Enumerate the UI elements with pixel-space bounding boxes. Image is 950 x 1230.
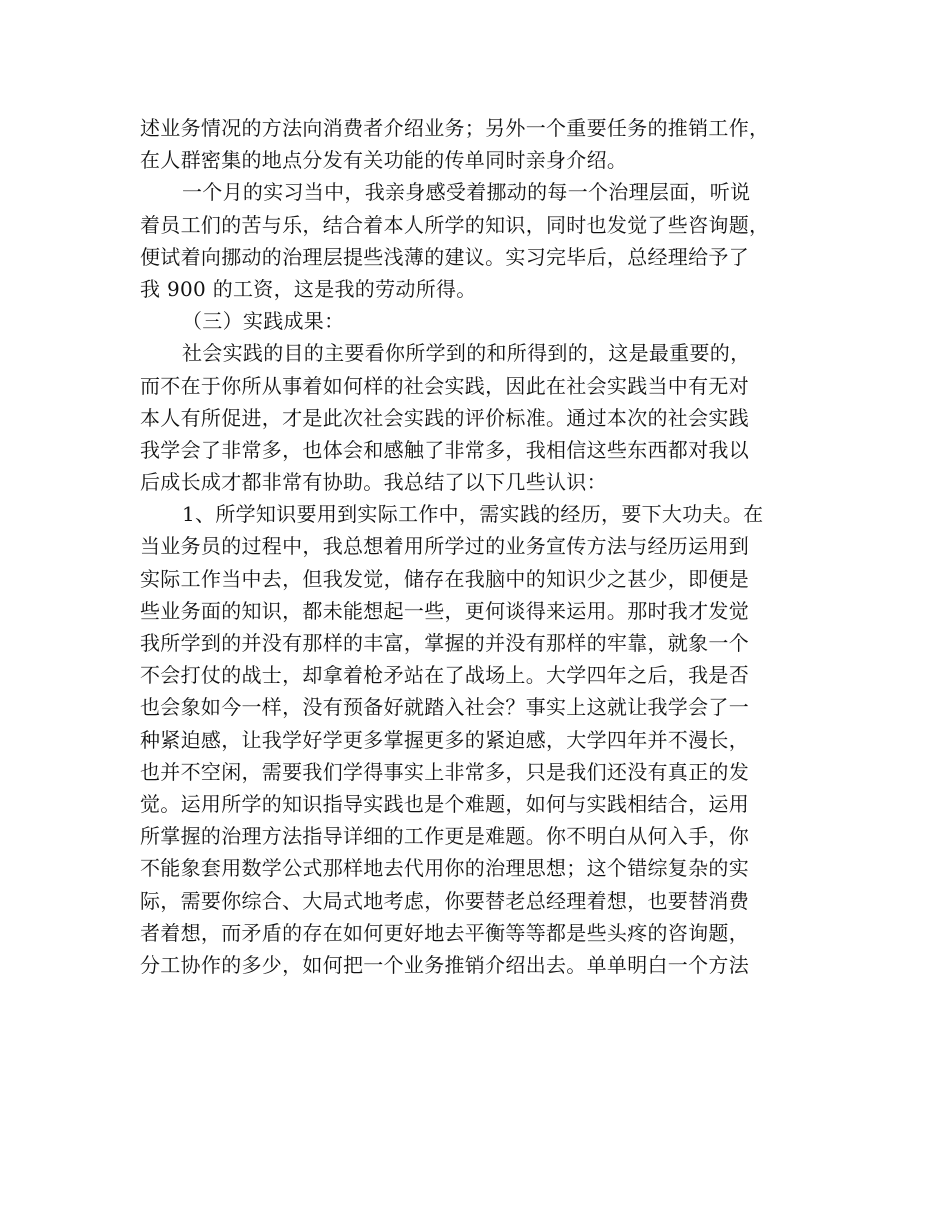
text-line: 分工协作的多少，如何把一个业务推销介绍出去。单单明白一个方法 [140, 952, 749, 977]
text-line: （三）实践成果： [182, 309, 345, 334]
text-line: 种紧迫感，让我学好学更多掌握更多的紧迫感，大学四年并不漫长， [140, 727, 749, 752]
text-line: 后成长成才都非常有协助。我总结了以下几些认识： [140, 470, 607, 495]
text-line: 当业务员的过程中，我总想着用所学过的业务宣传方法与经历运用到 [140, 534, 749, 559]
text-line: 所掌握的治理方法指导详细的工作更是难题。你不明白从何入手，你 [140, 824, 749, 849]
text-line: 些业务面的知识，都未能想起一些，更何谈得来运用。那时我才发觉 [140, 598, 749, 623]
text-line: 便试着向挪动的治理层提些浅薄的建议。实习完毕后，总经理给予了 [140, 244, 749, 269]
text-line: 而不在于你所从事着如何样的社会实践，因此在社会实践当中有无对 [140, 373, 749, 398]
text-line: 不会打仗的战士，却拿着枪矛站在了战场上。大学四年之后，我是否 [140, 663, 749, 688]
text-line: 我 900 的工资，这是我的劳动所得。 [140, 276, 477, 301]
text-line: 在人群密集的地点分发有关功能的传单同时亲身介绍。 [140, 148, 628, 173]
document-page [140, 112, 810, 981]
text-line: 也会象如今一样，没有预备好就踏入社会？事实上这就让我学会了一 [140, 695, 749, 720]
text-line: 1、所学知识要用到实际工作中，需实践的经历，要下大功夫。在 [182, 502, 764, 527]
text-line: 不能象套用数学公式那样地去代用你的治理思想；这个错综复杂的实 [140, 856, 749, 881]
text-line: 实际工作当中去，但我发觉，储存在我脑中的知识少之甚少，即便是 [140, 566, 749, 591]
text-line: 觉。运用所学的知识指导实践也是个难题，如何与实践相结合，运用 [140, 791, 749, 816]
text-line: 着员工们的苦与乐，结合着本人所学的知识，同时也发觉了些咨询题， [140, 212, 770, 237]
text-line: 我学会了非常多，也体会和感触了非常多，我相信这些东西都对我以 [140, 437, 749, 462]
text-line: 际，需要你综合、大局式地考虑，你要替老总经理着想，也要替消费 [140, 888, 749, 913]
text-line: 我所学到的并没有那样的丰富，掌握的并没有那样的牢靠，就象一个 [140, 631, 749, 655]
text-line: 一个月的实习当中，我亲身感受着挪动的每一个治理层面，听说 [182, 180, 751, 205]
text-line: 述业务情况的方法向消费者介绍业务；另外一个重要任务的推销工作， [140, 116, 770, 140]
text-line: 社会实践的目的主要看你所学到的和所得到的，这是最重要的， [182, 341, 751, 366]
text-line: 也并不空闲，需要我们学得事实上非常多，只是我们还没有真正的发 [140, 759, 749, 784]
text-line: 本人有所促进，才是此次社会实践的评价标准。通过本次的社会实践 [140, 405, 749, 430]
text-line: 者着想，而矛盾的存在如何更好地去平衡等等都是些头疼的咨询题， [140, 920, 749, 945]
